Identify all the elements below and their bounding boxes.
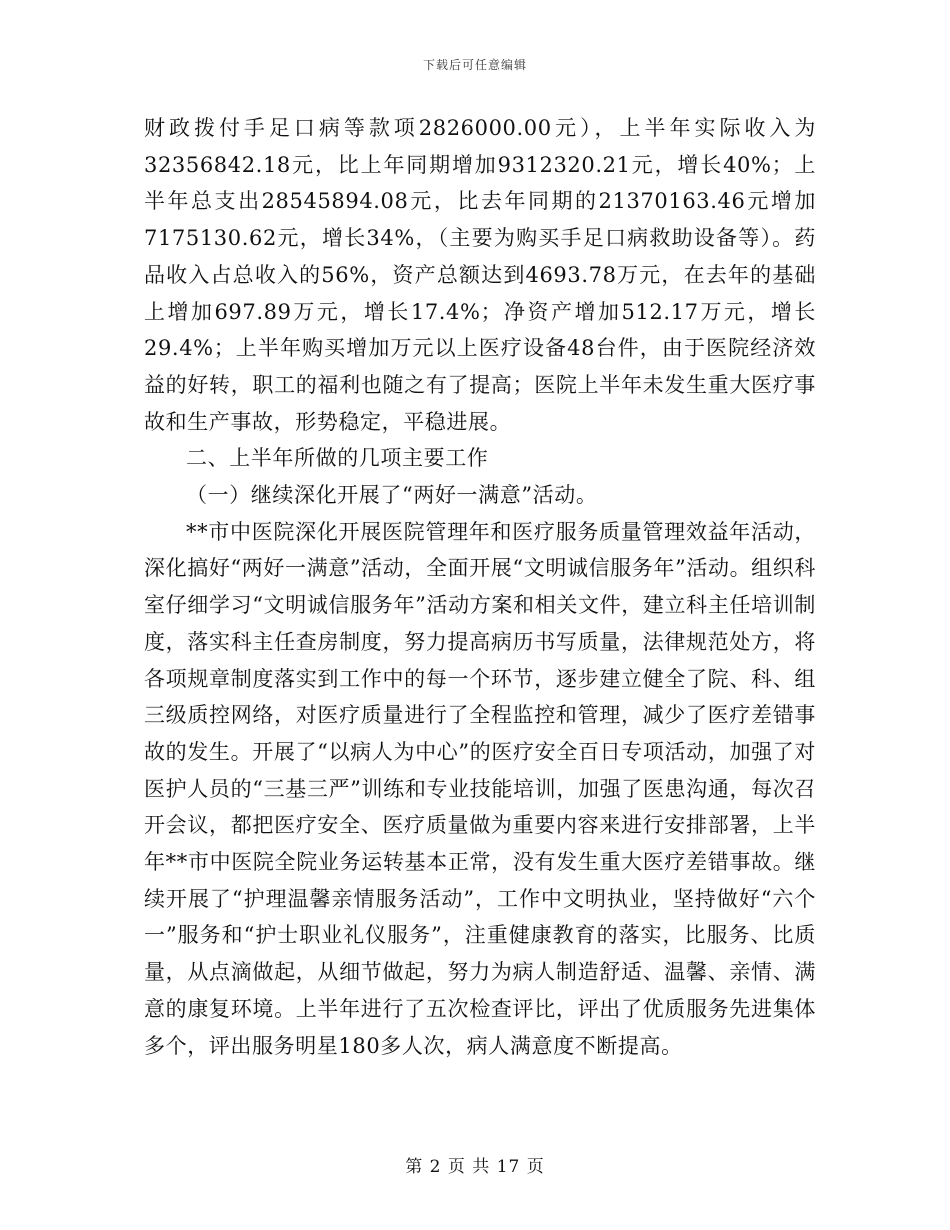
paragraph-activities: **市中医院深化开展医院管理年和医疗服务质量管理效益年活动，深化搞好“两好一满意”活动，全面开展“文明诚信服务年”活动。组织科室仔细学习“文明诚信服务年”活动方案和相关文件，建立科主任培训制度，落实科主任查房制度，努力提高病历书写质量，法律规范处方，将各项规章制度落实到工作中的每一个环节，逐步建立健全了院、科、组三级质控网络，对医疗质量进行了全程监控和管理，减少了医疗差错事故的发生。开展了“以病人为中心”的医疗安全百日专项活动，加强了对医护人员的“三基三严”训练和专业技能培训，加强了医患沟通，每次召开会议，都把医疗安全、医疗质量做为重要内容来进行安排部署，上半年**市中医院全院业务运转基本正常，没有发生重大医疗差错事故。继续开展了“护理温馨亲情服务活动”，工作中文明执业，坚持做好“六个一”服务和“护士职业礼仪服务”，注重健康教育的落实，比服务、比质量，从点滴做起，从细节做起，努力为病人制造舒适、温馨、亲情、满意的康复环境。上半年进行了五次检查评比，评出了优质服务先进集体多个，评出服务明星180多人次，病人满意度不断提高。 — [144, 519, 816, 1058]
section-heading: 二、上半年所做的几项主要工作 — [186, 446, 489, 471]
page-header: 下载后可任意编辑 — [422, 58, 527, 72]
subsection-heading: （一）继续深化开展了“两好一满意”活动。 — [186, 483, 598, 508]
paragraph-finance-summary: 财政拨付手足口病等款项2826000.00元），上半年实际收入为32356842.18元，比上年同期增加9312320.21元，增长40%；上半年总支出28545894.08元，比去年同期的21370163.46元增加7175130.62元，增长34%，（主要为购买手足口病救助设备等）。药品收入占总收入的56%，资产总额达到4693.78万元，在去年的基础上增加697.89万元，增长17.4%；净资产增加512.17万元，增长29.4%；上半年购买增加万元以上医疗设备48台件，由于医院经济效益的好转，职工的福利也随之有了提高；医院上半年未发生重大医疗事故和生产事故，形势稳定，平稳进展。 — [144, 116, 816, 434]
page-number: 第 2 页 共 17 页 — [405, 1157, 545, 1177]
document-body — [144, 110, 816, 1064]
